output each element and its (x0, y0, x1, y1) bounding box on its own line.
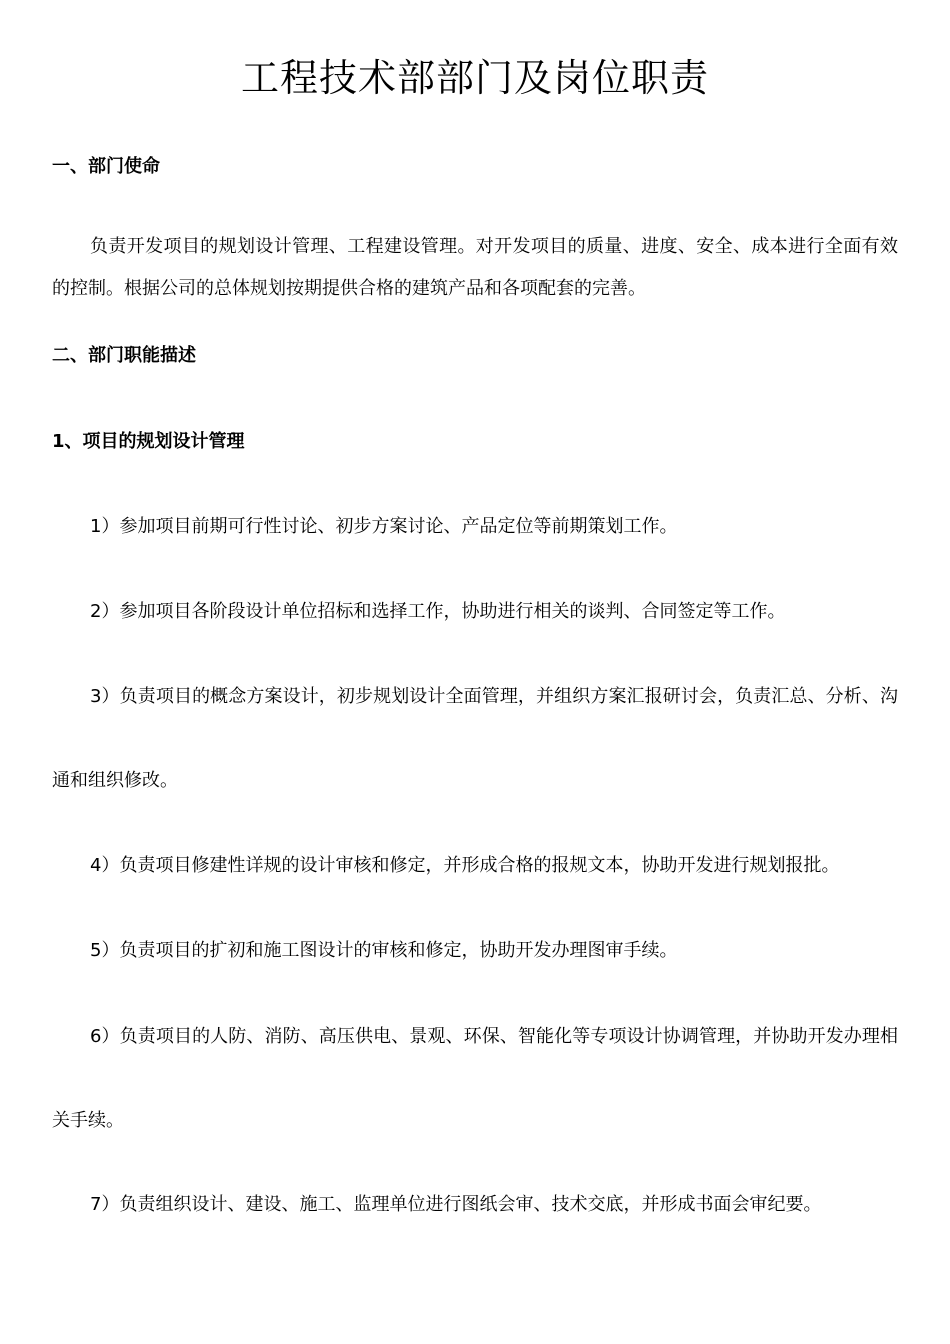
list-item: 2）参加项目各阶段设计单位招标和选择工作，协助进行相关的谈判、合同签定等工作。 (90, 601, 786, 622)
subsection-heading-planning-design: 1、项目的规划设计管理 (52, 431, 245, 452)
list-item: 7）负责组织设计、建设、施工、监理单位进行图纸会审、技术交底，并形成书面会审纪要。 (90, 1194, 822, 1215)
list-item: 5）负责项目的扩初和施工图设计的审核和修定，协助开发办理图审手续。 (90, 940, 678, 961)
document-title: 工程技术部部门及岗位职责 (240, 56, 709, 100)
list-item: 6）负责项目的人防、消防、高压供电、景观、环保、智能化等专项设计协调管理，并协助开发办理相关手续。 (52, 1026, 898, 1131)
list-item: 4）负责项目修建性详规的设计审核和修定，并形成合格的报规文本，协助开发进行规划报批。 (90, 855, 840, 876)
section-heading-mission: 一、部门使命 (52, 156, 160, 177)
list-item: 1）参加项目前期可行性讨论、初步方案讨论、产品定位等前期策划工作。 (90, 516, 678, 537)
section-heading-functions: 二、部门职能描述 (52, 345, 196, 366)
mission-paragraph: 负责开发项目的规划设计管理、工程建设管理。对开发项目的质量、进度、安全、成本进行全面有效的控制。根据公司的总体规划按期提供合格的建筑产品和各项配套的完善。 (52, 236, 898, 299)
list-item: 3）负责项目的概念方案设计，初步规划设计全面管理，并组织方案汇报研讨会，负责汇总、分析、沟通和组织修改。 (52, 686, 898, 791)
